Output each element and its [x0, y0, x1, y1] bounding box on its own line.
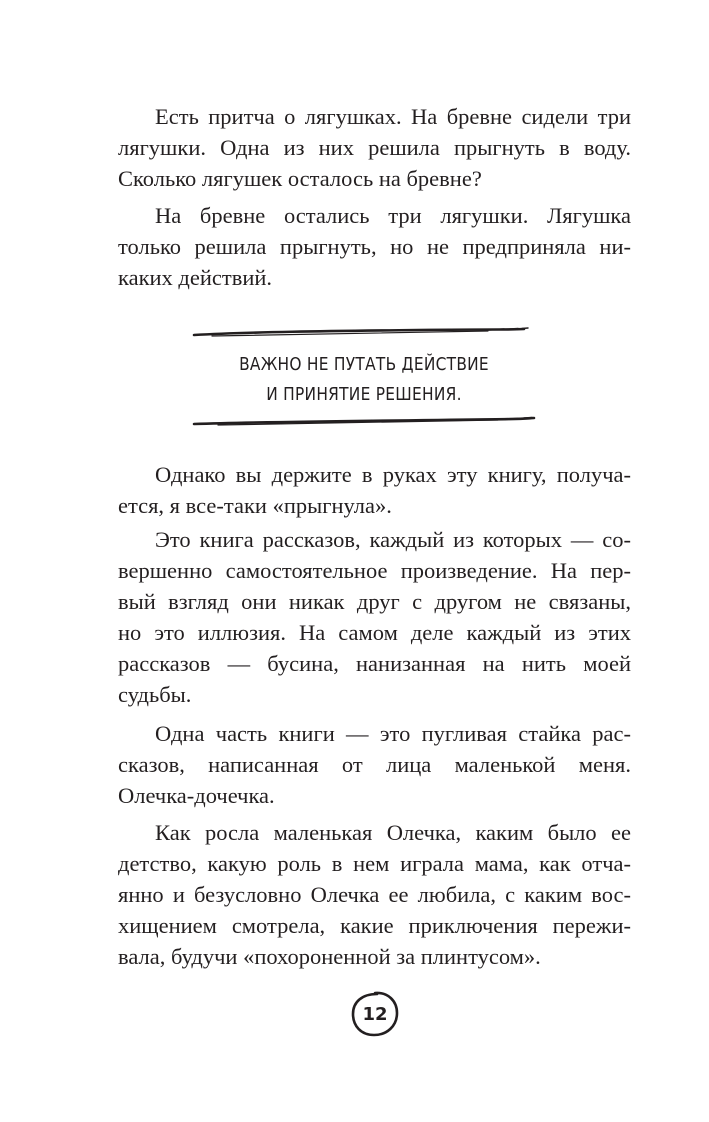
bottom-rule [188, 412, 540, 428]
paragraph-part-one [118, 718, 631, 811]
text-line: Однако вы держите в руках эту книгу, получа- [155, 462, 631, 487]
text-line: Сколько лягушек осталось на бревне? [118, 166, 482, 191]
text-line: Это книга рассказов, каждый из которых — со- [155, 527, 631, 552]
text-line: вершенно самостоятельное произведение. На пер- [118, 558, 631, 583]
callout-text [209, 350, 519, 410]
text-line: вала, будучи «похороненной за плинтусом». [118, 944, 541, 969]
paragraph-answer [118, 200, 631, 293]
text-line: хищением смотрела, какие приключения пережи- [118, 913, 631, 938]
text-line: детство, какую роль в нем играла мама, как отча- [118, 851, 631, 876]
paragraph-olechka [118, 817, 631, 972]
text-line: только решила прыгнуть, но не предприняла ни- [118, 234, 631, 259]
text-line: Как росла маленькая Олечка, каким было ее [155, 820, 631, 845]
text-line: янно и безусловно Олечка ее любила, с каким вос- [118, 882, 631, 907]
text-line: вый взгляд они никак друг с другом не связаны, [118, 589, 631, 614]
text-line: каких действий. [118, 265, 273, 290]
callout-line: ВАЖНО НЕ ПУТАТЬ ДЕЙСТВИЕ [239, 355, 489, 375]
text-line: но это иллюзия. На самом деле каждый из этих [118, 620, 631, 645]
text-line: Олечка-дочечка. [118, 783, 275, 808]
top-rule [188, 324, 540, 340]
text-line: судьбы. [118, 682, 192, 707]
paragraph-book-intro [118, 459, 631, 521]
page-number-text: 12 [362, 1003, 388, 1025]
text-line: Есть притча о лягушках. На бревне сидели три [155, 104, 631, 129]
text-line: Одна часть книги — это пугливая стайка рас- [155, 721, 631, 746]
callout-line: И ПРИНЯТИЕ РЕШЕНИЯ. [266, 385, 462, 405]
page-number [350, 990, 400, 1038]
text-line: сказов, написанная от лица маленькой меня. [118, 752, 631, 777]
text-line: лягушки. Одна из них решила прыгнуть в воду. [118, 135, 631, 160]
paragraph-stories [118, 524, 631, 710]
text-line: ется, я все-таки «прыгнула». [118, 493, 392, 518]
callout-quote [188, 322, 540, 432]
text-line: На бревне остались три лягушки. Лягушка [155, 203, 631, 228]
text-line: рассказов — бусина, нанизанная на нить моей [118, 651, 631, 676]
paragraph-parable [118, 101, 631, 194]
